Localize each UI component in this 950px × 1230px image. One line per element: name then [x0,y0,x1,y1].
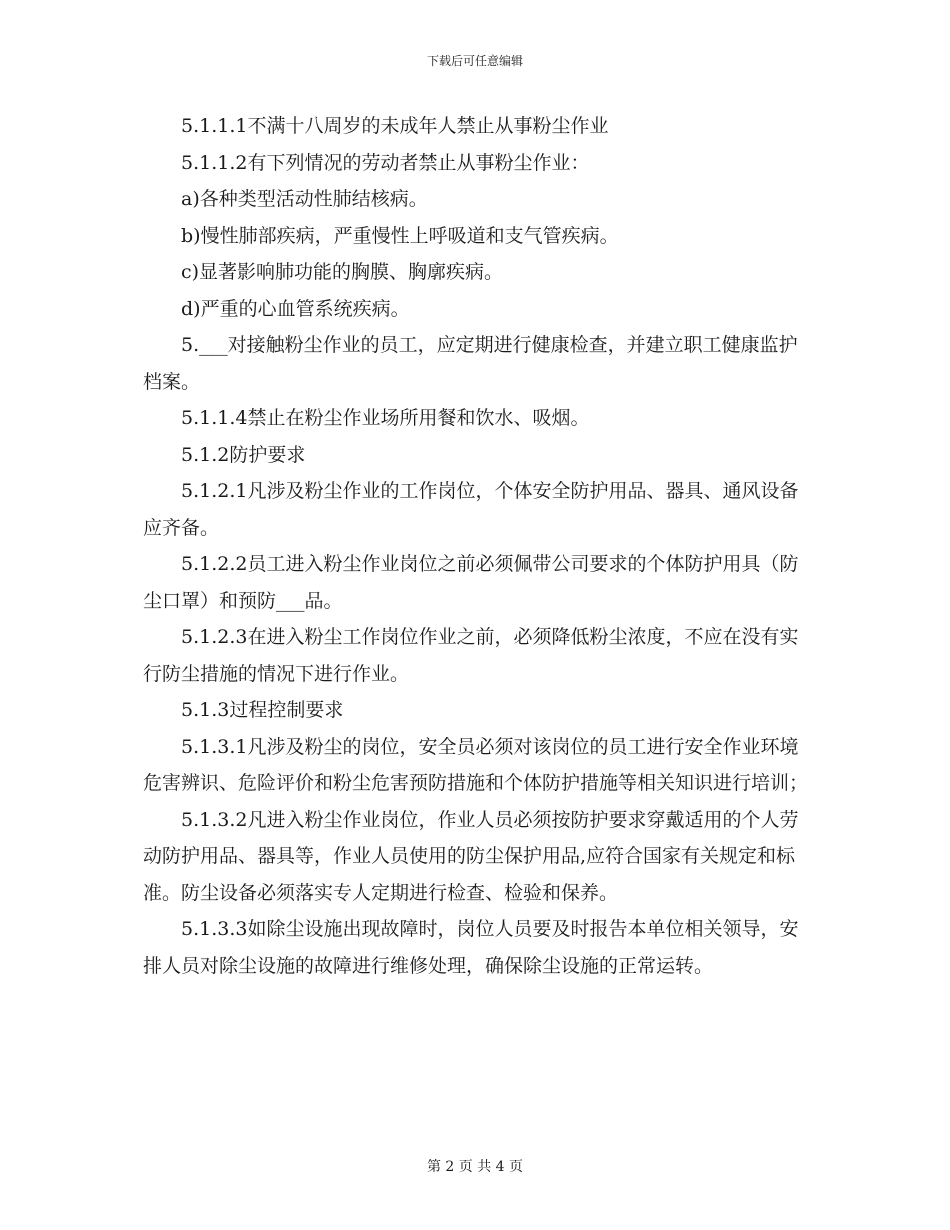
paragraph-5-1-1-4: 5.1.1.4禁止在粉尘作业场所用餐和饮水、吸烟。 [181,407,590,429]
section-heading-5-1-2: 5.1.2防护要求 [181,443,306,466]
paragraph-5-1-3-2: 5.1.3.2凡进入粉尘作业岗位，作业人员必须按防护要求穿戴适用的个人劳动防护用品、器具等，作业人员使用的防尘保护用品,应符合国家有关规定和标准。防尘设备必须落实专人定期进行检查、检验和保养。 [143,808,799,904]
paragraph-5-1-2-3: 5.1.2.3在进入粉尘工作岗位作业之前，必须降低粉尘浓度，不应在没有实行防尘措施的情况下进行作业。 [143,626,799,685]
page-header: 下载后可任意编辑 [426,54,523,68]
paragraph-5-1-1-2: 5.1.1.2有下列情况的劳动者禁止从事粉尘作业： [181,151,590,174]
page-footer: 第 2 页 共 4 页 [426,1159,524,1175]
paragraph-5-1-2-1: 5.1.2.1凡涉及粉尘作业的工作岗位，个体安全防护用品、器具、通风设备应齐备。 [143,480,799,539]
paragraph-5-1-3-3: 5.1.3.3如除尘设施出现故障时，岗位人员要及时报告本单位相关领导，安排人员对除尘设施的故障进行维修处理，确保除尘设施的正常运转。 [143,918,799,977]
paragraph-5-1-3-1: 5.1.3.1凡涉及粉尘的岗位，安全员必须对该岗位的员工进行安全作业环境危害辨识、危险评价和粉尘危害预防措施和个体防护措施等相关知识进行培训； [143,735,809,794]
paragraph-5-1-2-2: 5.1.2.2员工进入粉尘作业岗位之前必须佩带公司要求的个体防护用具（防尘口罩）和预防___品。 [143,553,799,612]
paragraph-5-1-1-1: 5.1.1.1不满十八周岁的未成年人禁止从事粉尘作业 [181,115,609,137]
section-heading-5-1-3: 5.1.3过程控制要求 [181,699,344,721]
list-item-b: b)慢性肺部疾病，严重慢性上呼吸道和支气管疾病。 [181,224,619,247]
list-item-a: a)各种类型活动性肺结核病。 [181,188,428,210]
list-item-d: d)严重的心血管系统疾病。 [181,297,410,320]
paragraph-5-health-check: 5.___对接触粉尘作业的员工，应定期进行健康检查，并建立职工健康监护档案。 [143,334,798,393]
list-item-c: c)显著影响肺功能的胸膜、胸廓疾病。 [181,261,504,283]
document-body [143,108,813,984]
